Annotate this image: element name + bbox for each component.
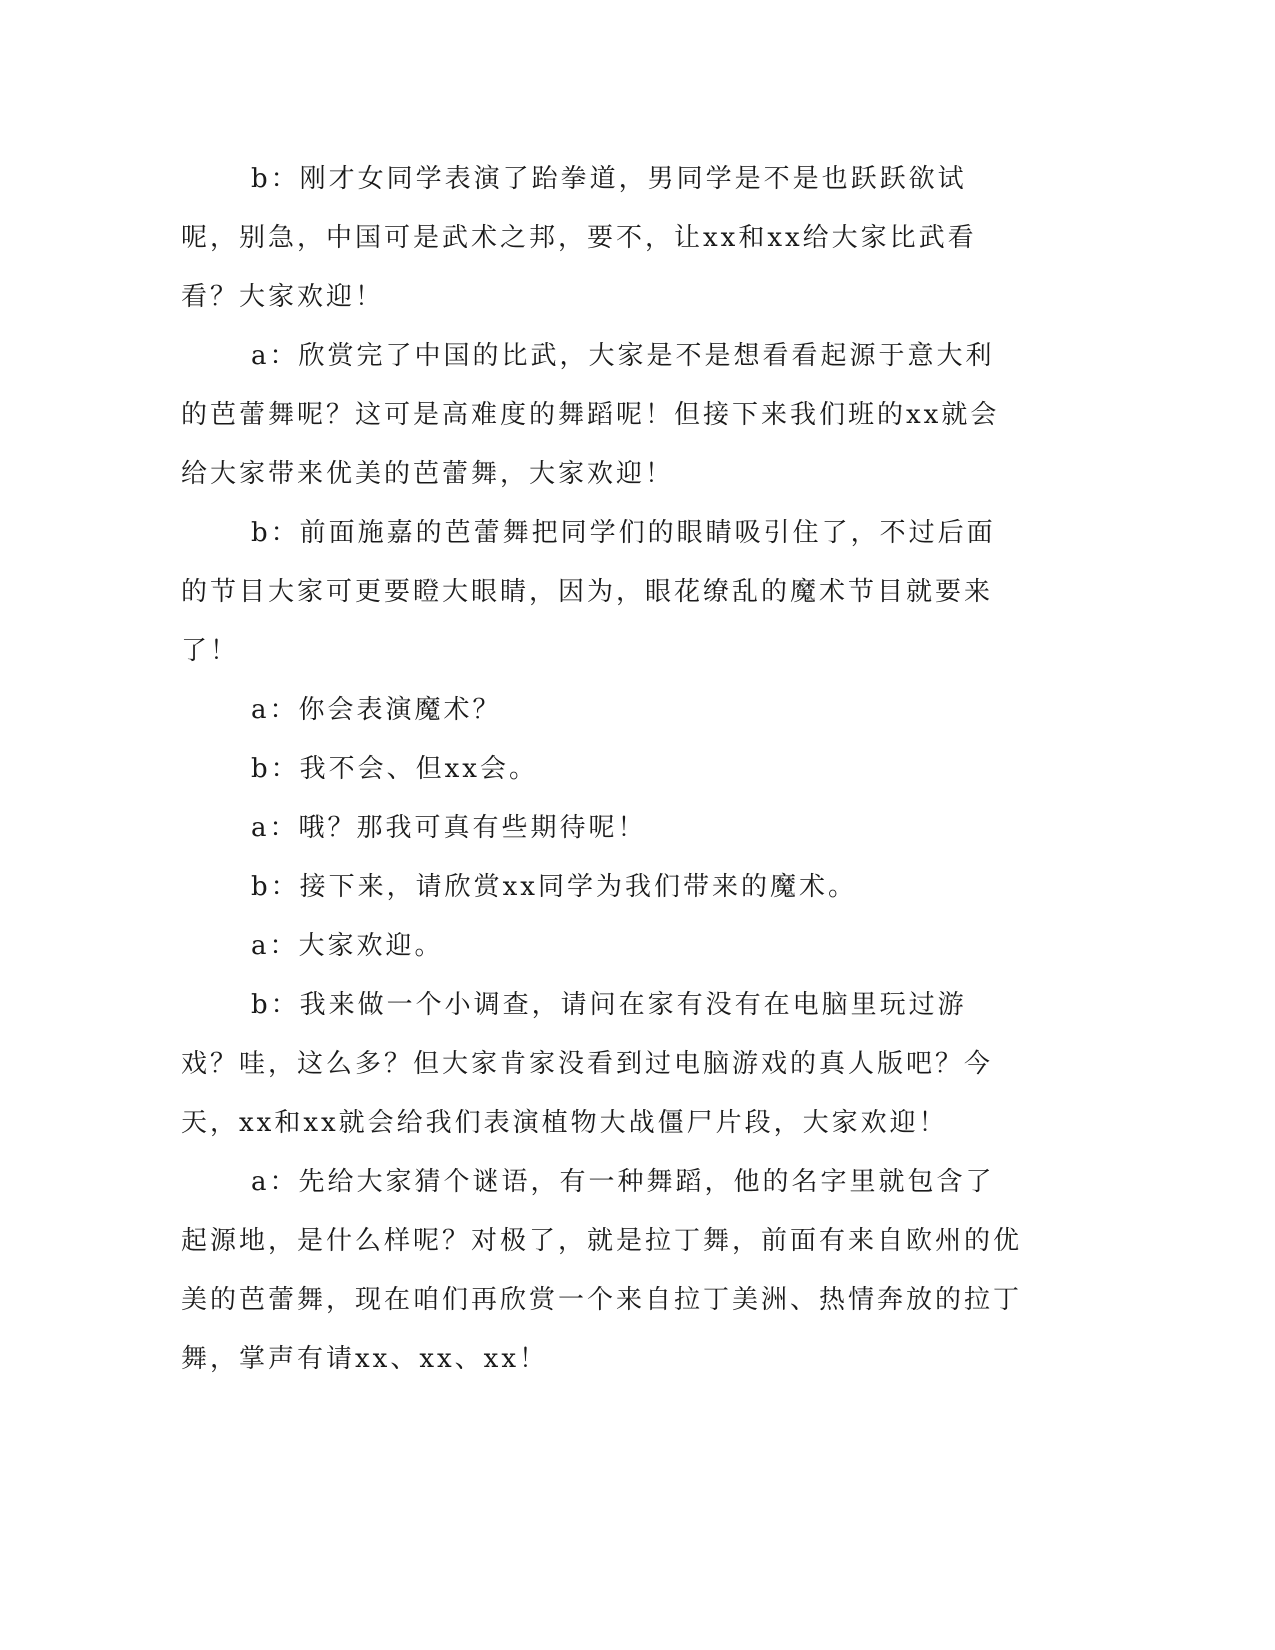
paragraph-7: b：接下来，请欣赏xx同学为我们带来的魔术。 (251, 872, 857, 902)
document-body (181, 150, 1023, 1389)
paragraph-10: a：先给大家猜个谜语，有一种舞蹈，他的名字里就包含了起源地，是什么样呢？对极了，就是拉丁舞，前面有来自欧州的优美的芭蕾舞，现在咱们再欣赏一个来自拉丁美洲、热情奔放的拉丁舞，掌声有请xx、xx、xx！ (181, 1167, 1023, 1374)
paragraph-1: b：刚才女同学表演了跆拳道，男同学是不是也跃跃欲试呢，别急，中国可是武术之邦，要不，让xx和xx给大家比武看看？大家欢迎！ (181, 164, 977, 312)
paragraph-8: a：大家欢迎。 (251, 931, 444, 961)
paragraph-5: b：我不会、但xx会。 (251, 754, 538, 784)
paragraph-9: b：我来做一个小调查，请问在家有没有在电脑里玩过游戏？哇，这么多？但大家肯家没看到过电脑游戏的真人版吧？今天，xx和xx就会给我们表演植物大战僵尸片段，大家欢迎！ (181, 990, 994, 1138)
paragraph-2: a：欣赏完了中国的比武，大家是不是想看看起源于意大利的芭蕾舞呢？这可是高难度的舞蹈呢！但接下来我们班的xx就会给大家带来优美的芭蕾舞，大家欢迎！ (181, 341, 1000, 489)
paragraph-6: a：哦？那我可真有些期待呢！ (251, 813, 647, 843)
paragraph-4: a：你会表演魔术？ (251, 695, 502, 725)
paragraph-3: b：前面施嘉的芭蕾舞把同学们的眼睛吸引住了，不过后面的节目大家可更要瞪大眼睛，因为，眼花缭乱的魔术节目就要来了！ (181, 518, 996, 666)
